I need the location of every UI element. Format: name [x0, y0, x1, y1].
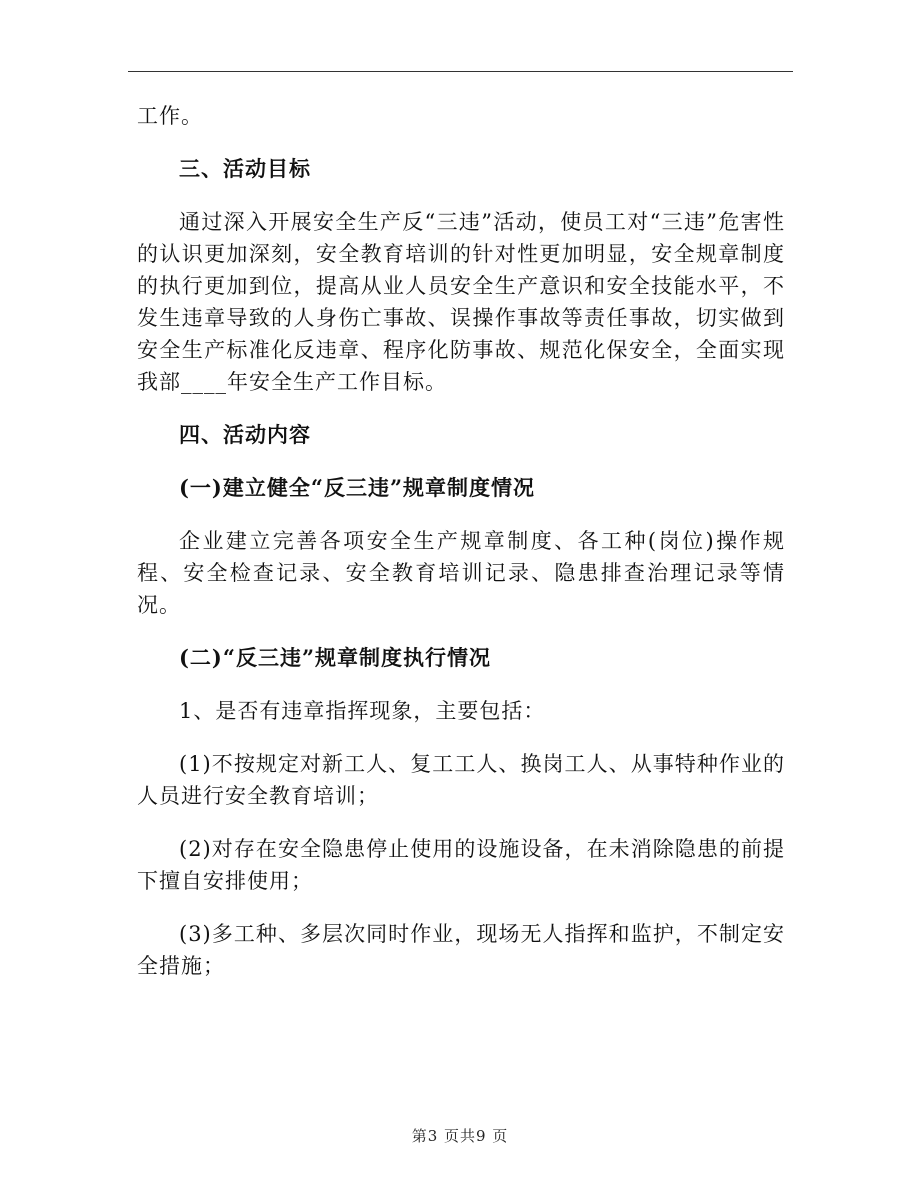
list-intro: 1、是否有违章指挥现象，主要包括：	[179, 699, 546, 723]
section-heading-goals: 三、活动目标	[179, 156, 311, 181]
section-heading-content: 四、活动内容	[179, 422, 311, 447]
header-rule	[128, 71, 793, 72]
list-item-2: (2)对存在安全隐患停止使用的设施设备，在未消除隐患的前提下擅自安排使用；	[137, 837, 785, 893]
page-number: 第3 页共9 页	[411, 1127, 509, 1145]
body-paragraph-rules: 企业建立完善各项安全生产规章制度、各工种(岗位)操作规程、安全检查记录、安全教育培训记录、隐患排查治理记录等情况。	[137, 529, 785, 617]
body-paragraph-goals: 通过深入开展安全生产反“三违”活动，使员工对“三违”危害性的认识更加深刻，安全教育培训的针对性更加明显，安全规章制度的执行更加到位，提高从业人员安全生产意识和安全技能水平，不发生违章导致的人身伤亡事故、误操作事故等责任事故，切实做到安全生产标准化反违章、程序化防事故、规范化保安全，全面实现我部____年安全生产工作目标。	[137, 210, 785, 394]
list-item-1: (1)不按规定对新工人、复工工人、换岗工人、从事特种作业的人员进行安全教育培训；	[137, 752, 785, 808]
continuation-text: 工作。	[137, 104, 203, 128]
document-body	[137, 100, 785, 1003]
subsection-heading-2: (二)“反三违”规章制度执行情况	[179, 645, 492, 670]
subsection-heading-1: (一)建立健全“反三违”规章制度情况	[179, 475, 536, 500]
list-item-3: (3)多工种、多层次同时作业，现场无人指挥和监护，不制定安全措施；	[137, 922, 785, 978]
